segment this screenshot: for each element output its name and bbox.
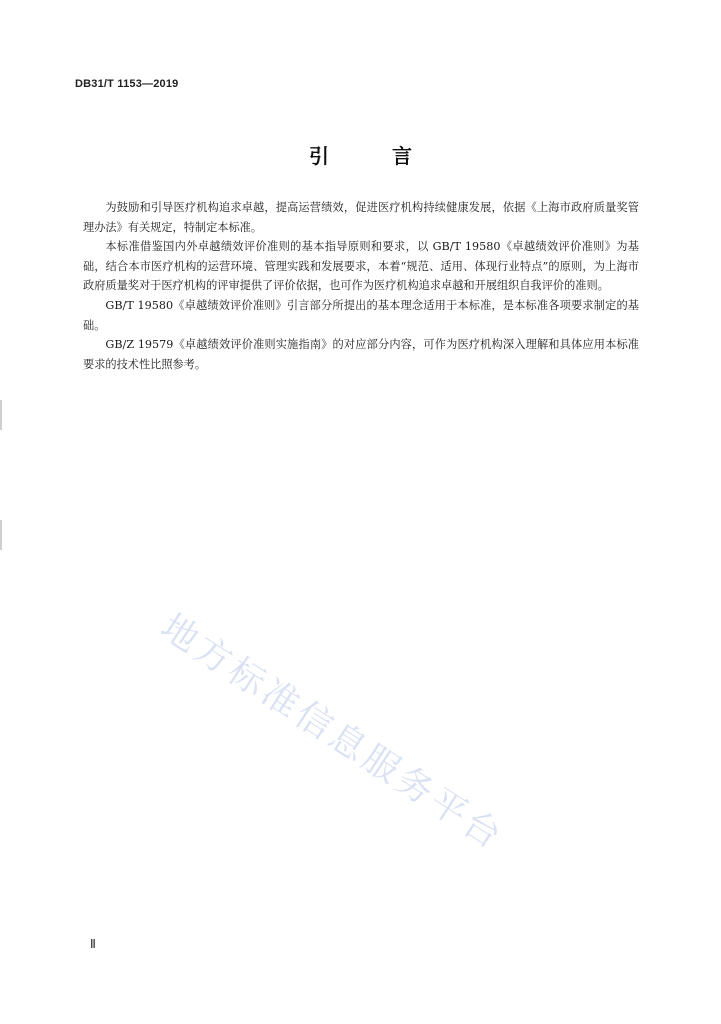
section-body <box>83 198 639 374</box>
paragraph: GB/Z 19579《卓越绩效评价准则实施指南》的对应部分内容，可作为医疗机构深入理解和具体应用本标准要求的技术性比照参考。 <box>83 338 639 371</box>
scan-edge-mark <box>0 520 2 550</box>
standard-code: DB31/T 1153—2019 <box>75 78 179 90</box>
watermark-text: 地方标准信息服务平台 <box>153 606 512 859</box>
paragraph: 本标准借鉴国内外卓越绩效评价准则的基本指导原则和要求，以 GB/T 19580《卓越绩效评价准则》为基础，结合本市医疗机构的运营环境、管理实践和发展要求，本着“规范、适用、体现行业特点”的原则，为上海市政府质量奖对于医疗机构的评审提供了评价依据，也可作为医疗机构追求卓越和开展组织自我评价的准则。 <box>83 240 639 293</box>
paragraph: GB/T 19580《卓越绩效评价准则》引言部分所提出的基本理念适用于本标准，是本标准各项要求制定的基础。 <box>83 298 639 332</box>
section-title: 引 言 <box>309 144 440 168</box>
paragraph: 为鼓励和引导医疗机构追求卓越，提高运营绩效，促进医疗机构持续健康发展，依据《上海市政府质量奖管理办法》有关规定，特制定本标准。 <box>83 201 639 234</box>
scan-edge-mark <box>0 400 2 430</box>
page-number: Ⅱ <box>90 937 96 951</box>
